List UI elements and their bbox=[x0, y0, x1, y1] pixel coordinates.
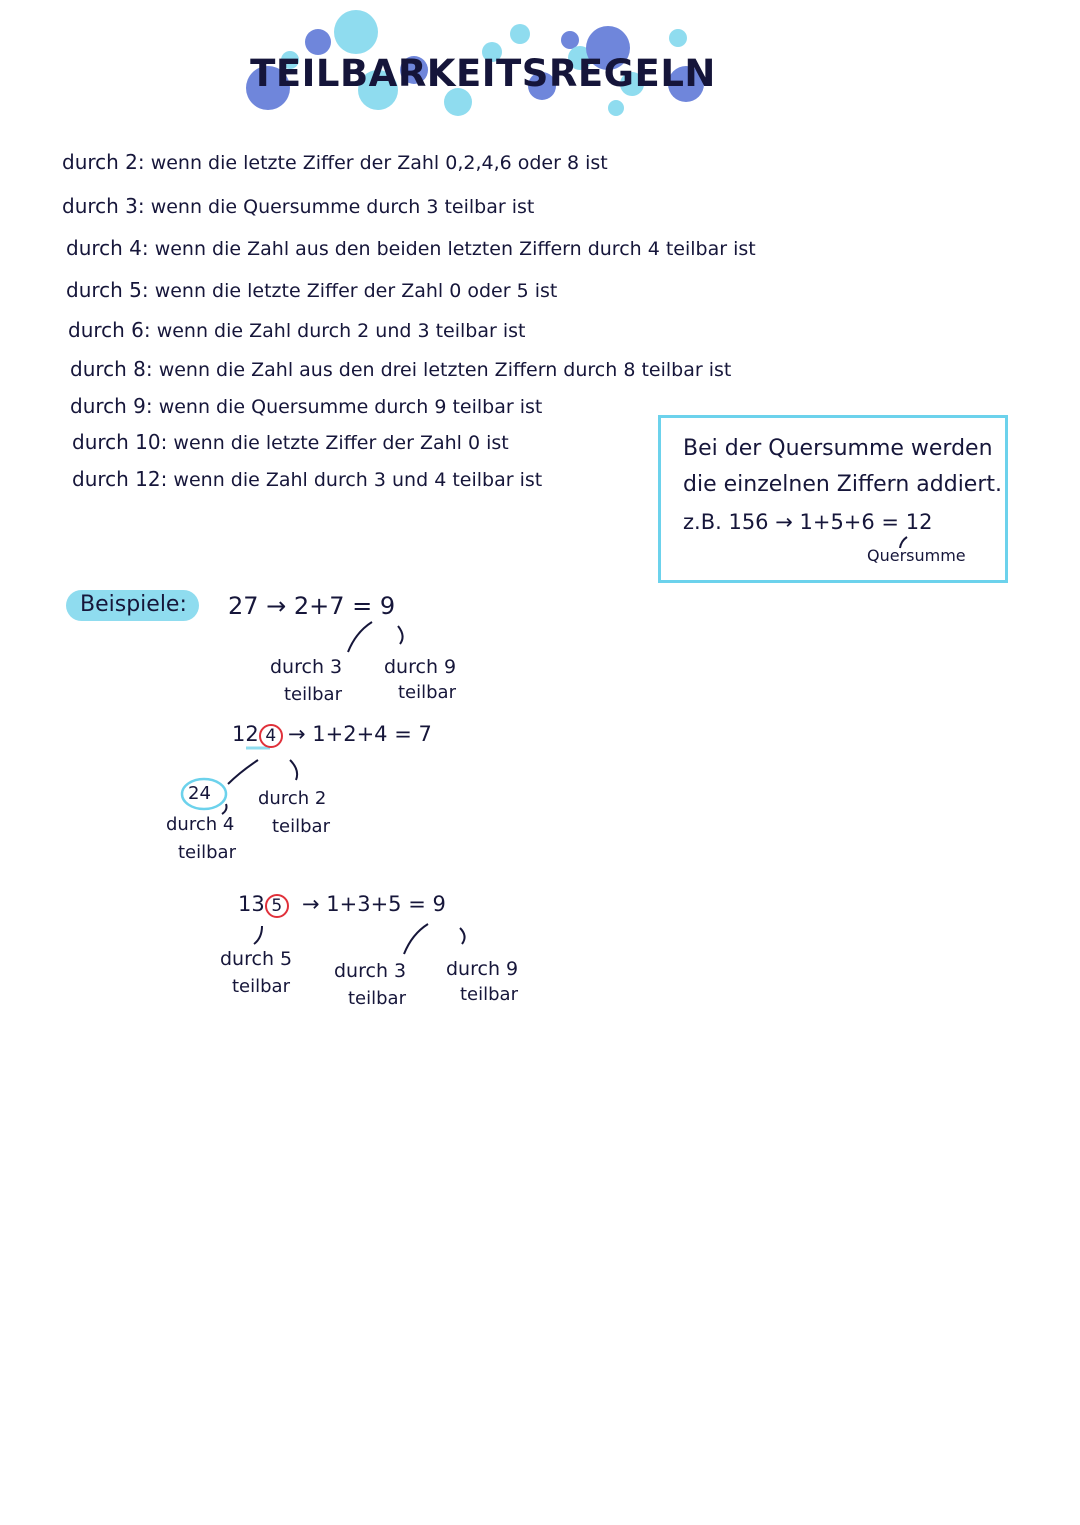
example-2-right-label: durch 2 bbox=[258, 788, 327, 809]
rule-divisor: durch 5: bbox=[66, 278, 149, 302]
example-2-left-sub: teilbar bbox=[178, 842, 236, 863]
example-3-number-prefix: 13 bbox=[238, 892, 265, 916]
example-3-last-digit: 5 bbox=[265, 894, 289, 918]
example-2-left-label: durch 4 bbox=[166, 814, 235, 835]
info-line-1: Bei der Quersumme werden bbox=[683, 436, 993, 461]
rule-divisor: durch 2: bbox=[62, 150, 145, 174]
example-3-b-sub: teilbar bbox=[348, 988, 406, 1009]
example-1-equation: 27 → 2+7 = 9 bbox=[228, 592, 396, 620]
rule-divisor: durch 3: bbox=[62, 194, 145, 218]
example-1-left-sub: teilbar bbox=[284, 684, 342, 705]
info-line-2: die einzelnen Ziffern addiert. bbox=[683, 472, 1002, 497]
rule-divisor: durch 6: bbox=[68, 318, 151, 342]
example-3-a-sub: teilbar bbox=[232, 976, 290, 997]
page-title: TEILBARKEITSREGELN bbox=[250, 52, 716, 95]
rule-divisor: durch 9: bbox=[70, 394, 153, 418]
example-3-c-sub: teilbar bbox=[460, 984, 518, 1005]
example-2-last-digit: 4 bbox=[259, 724, 283, 748]
example-3-number bbox=[238, 892, 289, 918]
example-1-right-label: durch 9 bbox=[384, 656, 457, 678]
example-1-left-label: durch 3 bbox=[270, 656, 343, 678]
example-2-equation: → 1+2+4 = 7 bbox=[288, 722, 432, 746]
rule-text: wenn die Zahl durch 2 und 3 teilbar ist bbox=[156, 320, 526, 342]
rule-text: wenn die Quersumme durch 3 teilbar ist bbox=[150, 196, 535, 218]
rule-text: wenn die Zahl aus den beiden letzten Ziffern durch 4 teilbar ist bbox=[154, 238, 756, 260]
example-3-c-label: durch 9 bbox=[446, 958, 519, 980]
example-2-number bbox=[232, 722, 283, 748]
rule-divisor: durch 10: bbox=[72, 430, 168, 454]
rule-text: wenn die Zahl durch 3 und 4 teilbar ist bbox=[173, 469, 543, 491]
rule-text: wenn die letzte Ziffer der Zahl 0,2,4,6 oder 8 ist bbox=[150, 152, 608, 174]
rule-text: wenn die Quersumme durch 9 teilbar ist bbox=[158, 396, 543, 418]
rule-text: wenn die letzte Ziffer der Zahl 0 oder 5 ist bbox=[154, 280, 558, 302]
rule-text: wenn die letzte Ziffer der Zahl 0 ist bbox=[173, 432, 509, 454]
example-3-a-label: durch 5 bbox=[220, 948, 293, 970]
example-2-right-sub: teilbar bbox=[272, 816, 330, 837]
info-example: z.B. 156 → 1+5+6 = 12 bbox=[683, 510, 933, 534]
example-2-circled: 24 bbox=[188, 783, 211, 804]
rule-divisor: durch 12: bbox=[72, 467, 168, 491]
info-sub-label: Quersumme bbox=[867, 546, 966, 565]
rule-divisor: durch 8: bbox=[70, 357, 153, 381]
rule-text: wenn die Zahl aus den drei letzten Ziffern durch 8 teilbar ist bbox=[158, 359, 732, 381]
example-1-right-sub: teilbar bbox=[398, 682, 456, 703]
rule-divisor: durch 4: bbox=[66, 236, 149, 260]
examples-label: Beispiele: bbox=[66, 590, 199, 621]
example-3-equation: → 1+3+5 = 9 bbox=[302, 892, 446, 916]
example-2-number-prefix: 12 bbox=[232, 722, 259, 746]
example-3-b-label: durch 3 bbox=[334, 960, 407, 982]
